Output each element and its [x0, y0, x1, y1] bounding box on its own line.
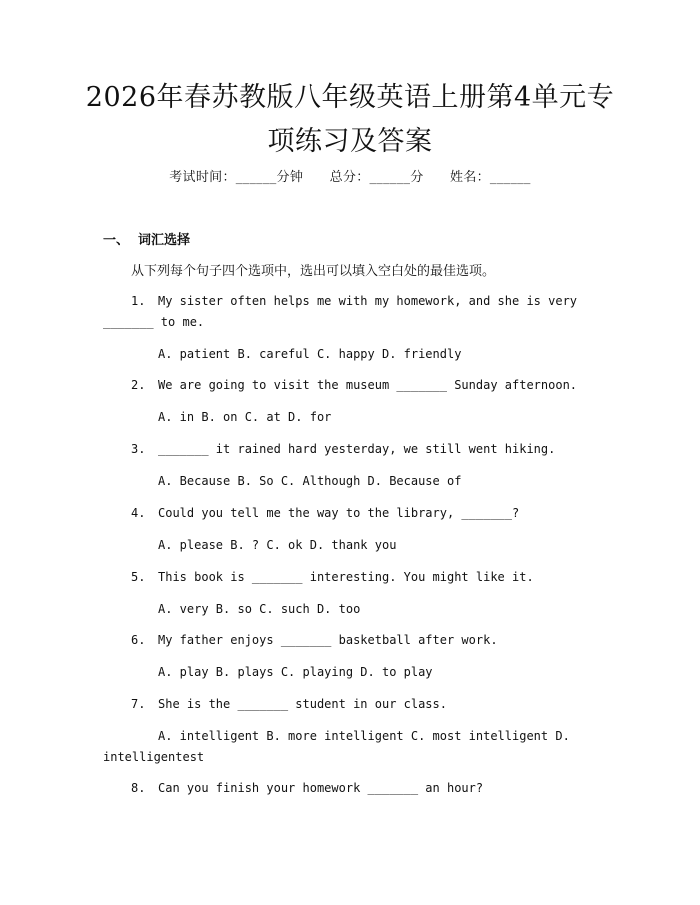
question-text: My father enjoys _______ basketball after work. — [158, 633, 498, 647]
section-number: 一、 — [103, 233, 130, 248]
question-number: 5. — [131, 570, 146, 584]
question-text: This book is _______ interesting. You might like it. — [158, 570, 534, 584]
question-options: A. please B. ? C. ok D. thank you — [158, 538, 397, 552]
question-options: A. in B. on C. at D. for — [158, 410, 332, 424]
question-number: 6. — [131, 633, 146, 647]
document-title-line-1: 2026年春苏教版八年级英语上册第4单元专 — [85, 82, 615, 113]
question-number: 3. — [131, 442, 146, 456]
exam-score-label: 总分：______分 — [329, 170, 424, 185]
question-options: A. intelligent B. more intelligent C. most intelligent D. — [158, 729, 570, 743]
question-text: _______ it rained hard yesterday, we still went hiking. — [158, 442, 556, 456]
question-text: We are going to visit the museum _______ Sunday afternoon. — [158, 378, 578, 392]
question-text: Could you tell me the way to the library, _______? — [158, 506, 520, 520]
question-options: A. Because B. So C. Although D. Because of — [158, 474, 462, 488]
question-number: 4. — [131, 506, 146, 520]
question-number: 8. — [131, 781, 146, 795]
section-heading — [103, 229, 190, 248]
document-title-line-2: 项练习及答案 — [267, 126, 433, 157]
exam-meta — [0, 166, 700, 185]
question-options: A. patient B. careful C. happy D. friendly — [158, 347, 462, 361]
question-text: My sister often helps me with my homework, and she is very — [158, 294, 578, 308]
question-text-continued: _______ to me. — [103, 315, 205, 329]
exam-name-label: 姓名：______ — [450, 170, 531, 185]
question-text: She is the _______ student in our class. — [158, 697, 447, 711]
section-title: 词汇选择 — [138, 233, 191, 248]
question-options: A. very B. so C. such D. too — [158, 602, 361, 616]
question-number: 1. — [131, 294, 146, 308]
question-number: 2. — [131, 378, 146, 392]
section-instruction: 从下列每个句子四个选项中，选出可以填入空白处的最佳选项。 — [131, 264, 496, 279]
exam-time-label: 考试时间：______分钟 — [169, 170, 304, 185]
question-number: 7. — [131, 697, 146, 711]
question-text: Can you finish your homework _______ an hour? — [158, 781, 484, 795]
question-options: A. play B. plays C. playing D. to play — [158, 665, 433, 679]
question-options-continued: intelligentest — [103, 750, 205, 764]
